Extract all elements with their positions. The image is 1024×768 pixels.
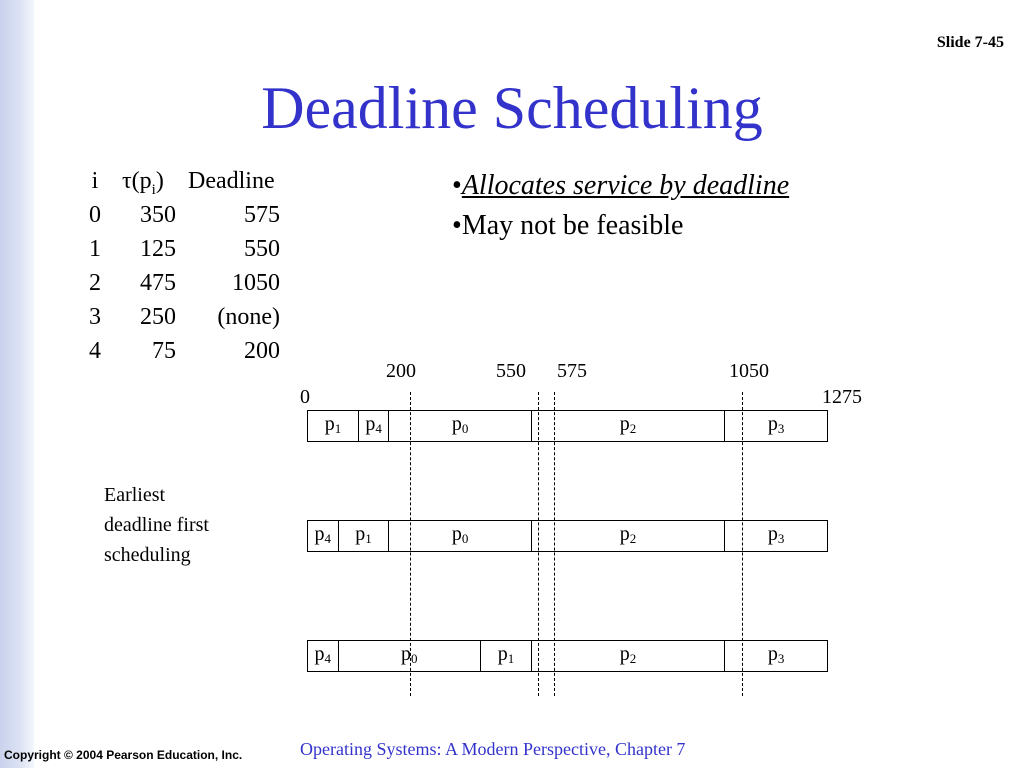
cell-tau: 350 — [140, 202, 176, 228]
bullet-list — [452, 166, 789, 246]
segment-p3: $p_3$ — [767, 643, 785, 666]
bullet-text: May not be feasible — [461, 210, 684, 241]
cell-i: 4 — [89, 338, 101, 364]
cell-i: 3 — [89, 304, 101, 330]
cell-deadline: (none) — [217, 304, 280, 330]
cell-i: 2 — [89, 270, 101, 296]
edf-label-line: deadline first — [104, 514, 209, 536]
segment-p3: $p_3$ — [767, 413, 785, 436]
cell-i: 1 — [89, 236, 101, 262]
axis-label-575: 575 — [557, 360, 587, 382]
segment-p1: $p_1$ — [339, 521, 390, 551]
segment-p4: $p_4$ — [308, 641, 339, 671]
header-i: i — [91, 168, 99, 194]
book-reference: Operating Systems: A Modern Perspective, Chapter 7 — [300, 739, 686, 759]
cell-deadline: 200 — [244, 338, 280, 364]
segment-p0: $p_0$ — [389, 411, 531, 441]
segment-p2: $p_2$ — [532, 521, 725, 551]
segment-p4: $p_4$ — [359, 411, 390, 441]
cell-deadline: 1050 — [232, 270, 280, 296]
cell-tau: 125 — [140, 236, 176, 262]
bullet-text: Allocates service by deadline — [461, 170, 790, 201]
bullet-item — [452, 206, 789, 246]
slide-number: Slide 7-45 — [936, 34, 1004, 51]
header-deadline: Deadline — [188, 168, 275, 194]
cell-i: 0 — [89, 202, 101, 228]
edf-label — [104, 480, 209, 570]
edf-label-line: scheduling — [104, 544, 191, 566]
schedule-timeline — [307, 520, 828, 552]
axis-label-1050: 1050 — [729, 360, 769, 382]
edf-label-line: Earliest — [104, 484, 166, 506]
cell-deadline: 550 — [244, 236, 280, 262]
bullet-marker: • — [452, 170, 462, 201]
axis-label-1275: 1275 — [822, 386, 862, 408]
schedule-timeline — [307, 410, 828, 442]
segment-p0: $p_0$ — [389, 521, 531, 551]
bullet-item — [452, 166, 789, 206]
slide-title: Deadline Scheduling — [261, 75, 763, 141]
bullet-marker: • — [452, 210, 462, 241]
cell-tau: 475 — [140, 270, 176, 296]
cell-deadline: 575 — [244, 202, 280, 228]
copyright-text: Copyright © 2004 Pearson Education, Inc. — [4, 748, 243, 762]
header-tau: $\tau(p_i)$ — [122, 168, 164, 198]
axis-label-0: 0 — [300, 386, 310, 408]
schedule-timeline — [307, 640, 828, 672]
segment-p2: $p_2$ — [532, 641, 725, 671]
segment-p4: $p_4$ — [308, 521, 339, 551]
segment-p1: $p_1$ — [308, 411, 359, 441]
cell-tau: 75 — [152, 338, 176, 364]
axis-label-200: 200 — [386, 360, 416, 382]
segment-p2: $p_2$ — [532, 411, 725, 441]
cell-tau: 250 — [140, 304, 176, 330]
segment-p0: $p_0$ — [339, 641, 481, 671]
segment-p3: $p_3$ — [767, 523, 785, 546]
segment-p1: $p_1$ — [481, 641, 532, 671]
axis-label-550: 550 — [496, 360, 526, 382]
